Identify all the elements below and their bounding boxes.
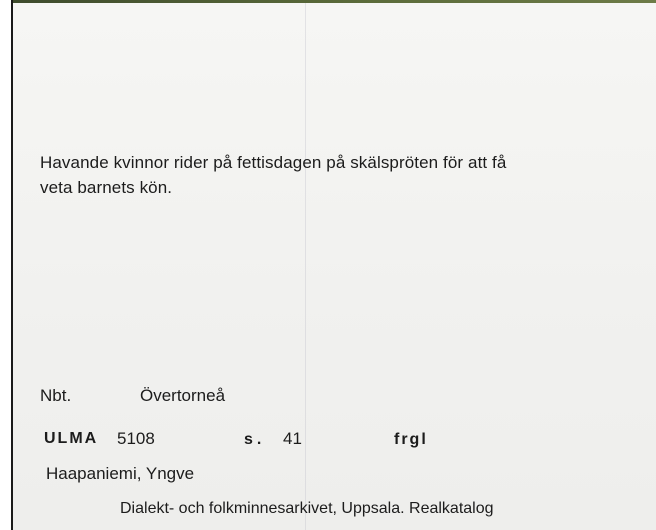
card-fold-line [305, 3, 306, 530]
archive-number: 5108 [117, 429, 155, 448]
description-line-2: veta barnets kön. [40, 178, 173, 197]
card-left-border [0, 0, 13, 530]
card-top-edge [0, 0, 656, 3]
description-line-1: Havande kvinnor rider på fettisdagen på skälspröten för att få [40, 153, 507, 172]
collector-name: Haapaniemi, Yngve [46, 464, 195, 483]
page-label: s. [244, 431, 266, 448]
archive-footer: Dialekt- och folkminnesarkivet, Uppsala. Realkatalog [120, 500, 494, 517]
region-label: Nbt. [40, 386, 72, 405]
category-code: frgl [394, 431, 428, 448]
page-number: 41 [283, 429, 302, 448]
place-name: Övertorneå [140, 386, 226, 405]
archive-code: ULMA [44, 430, 99, 447]
